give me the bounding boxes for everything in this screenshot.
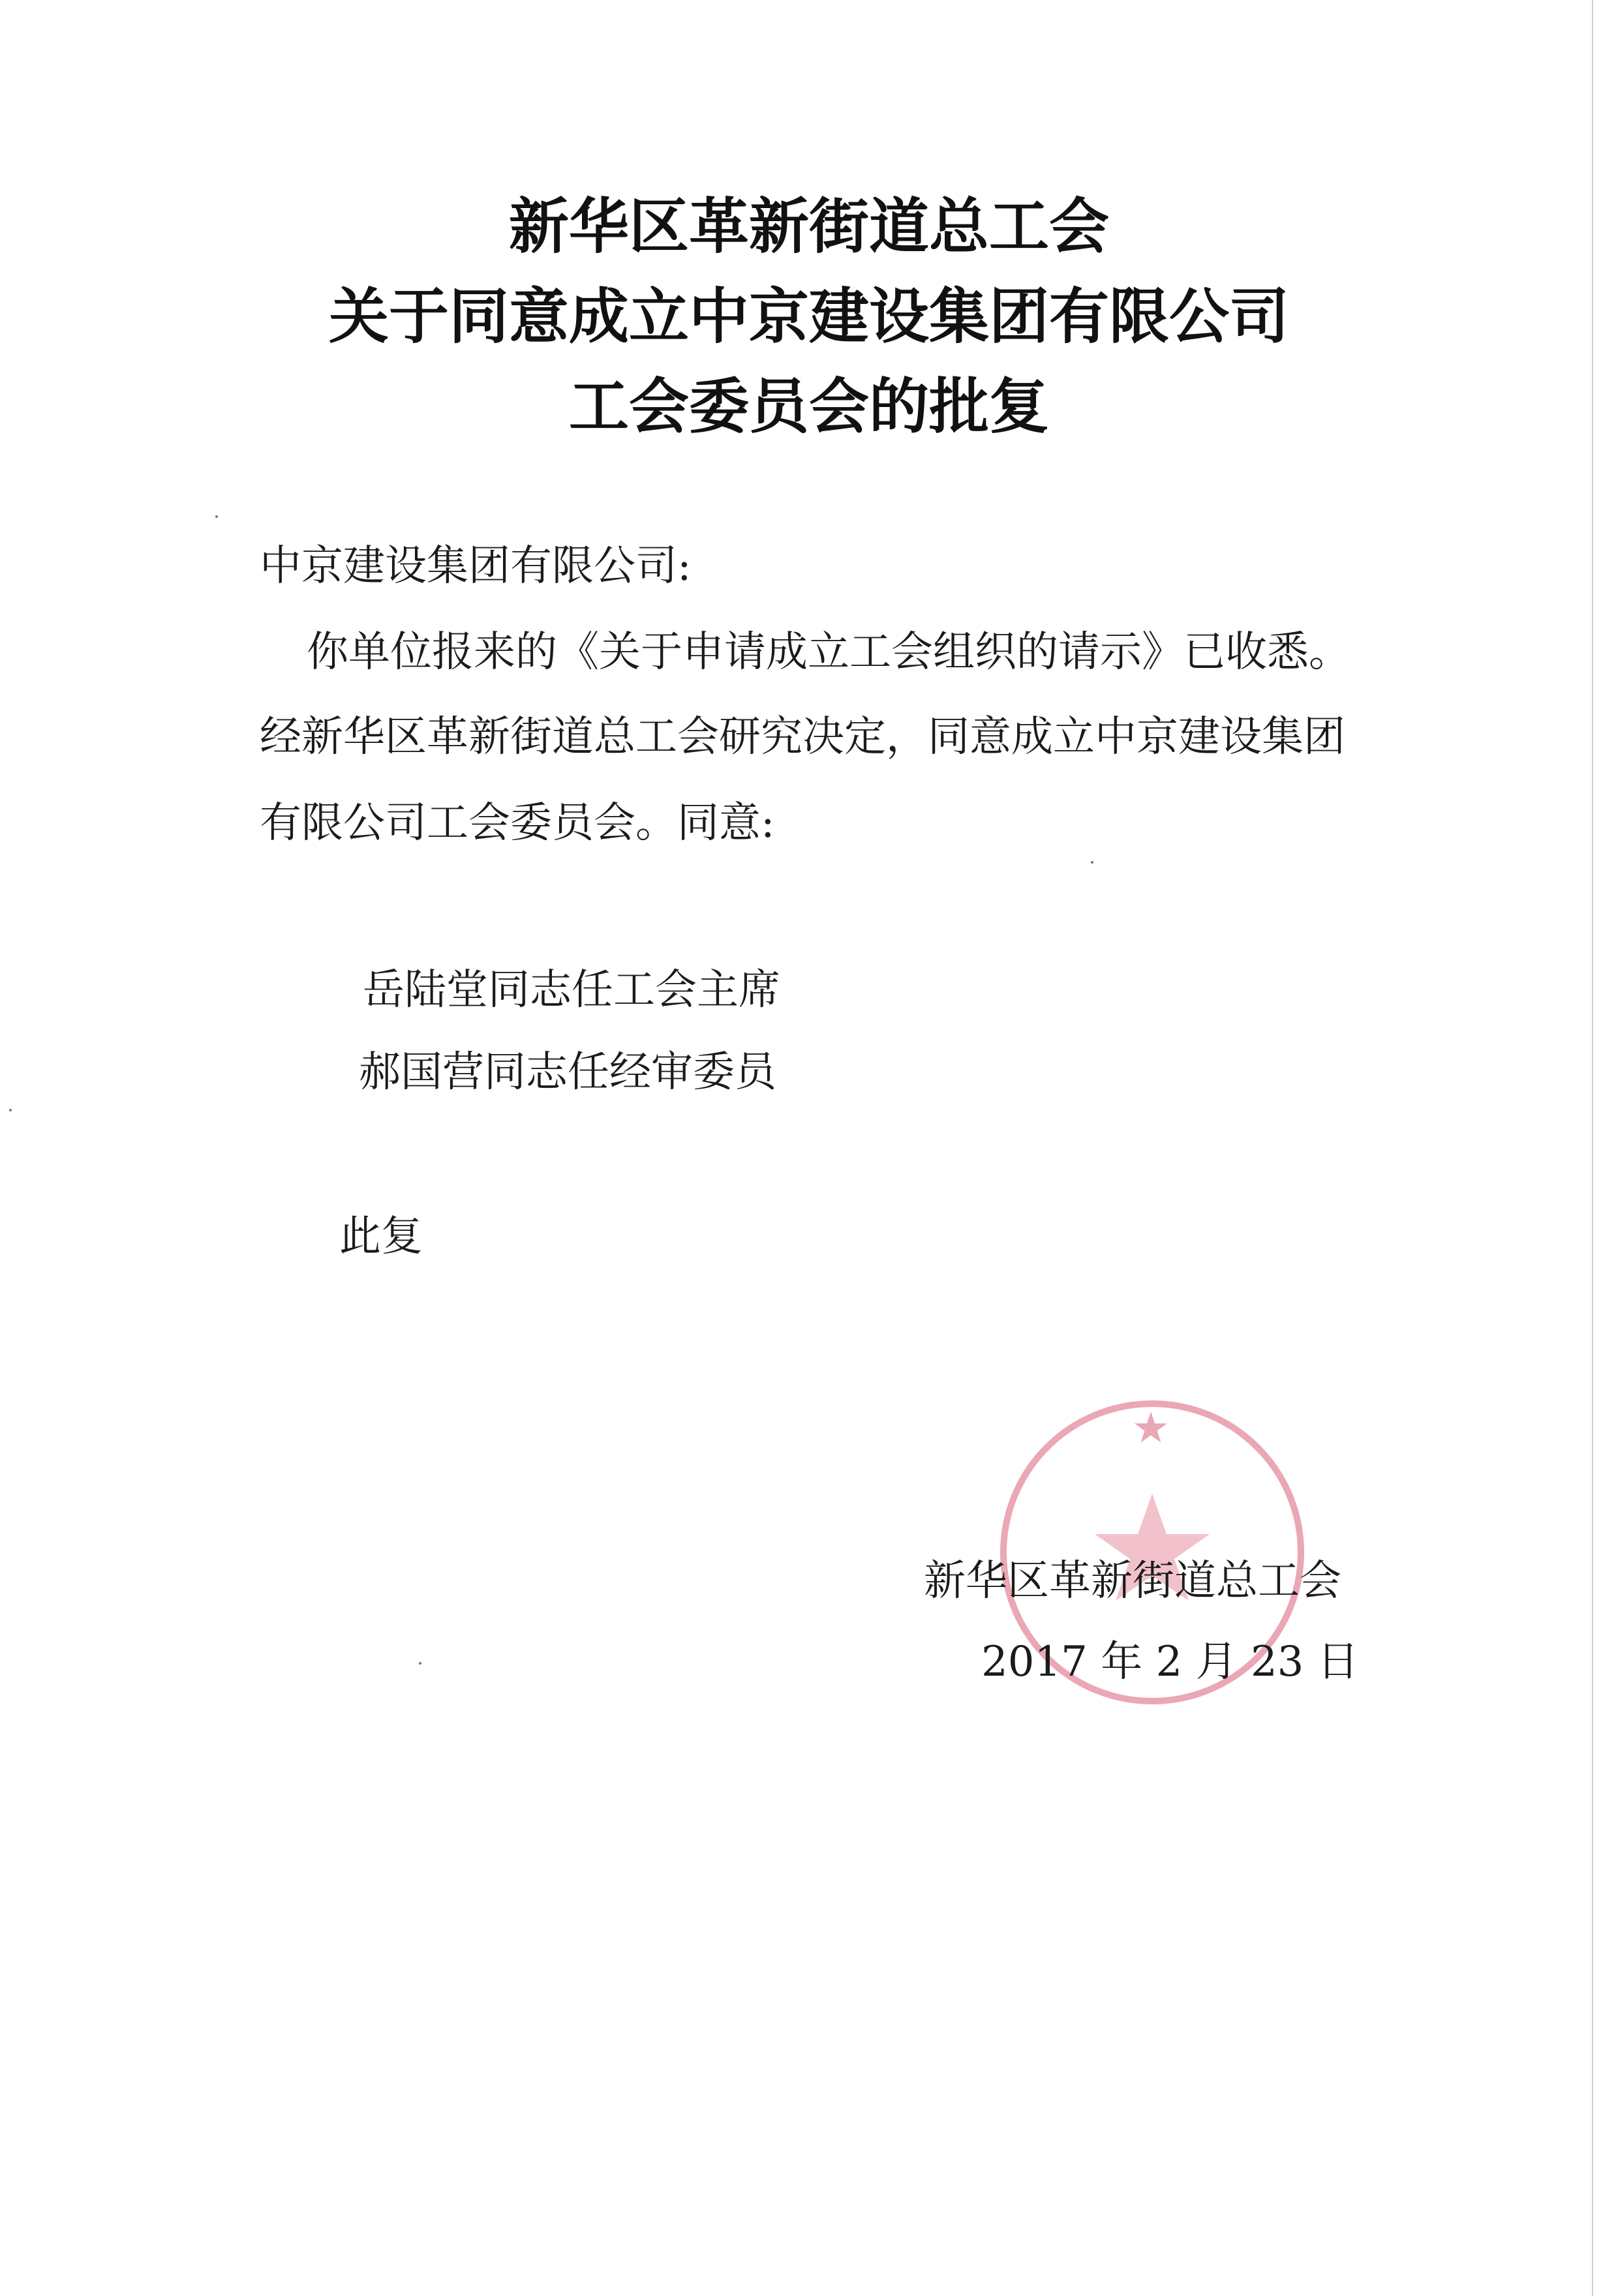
appointment-item: 岳陆堂同志任工会主席	[363, 966, 780, 1014]
salutation: 中京建设集团有限公司:	[260, 542, 692, 590]
title-line-1: 新华区革新街道总工会	[508, 192, 1109, 262]
signing-date: 2017 年 2 月 23 日	[981, 1638, 1359, 1686]
scan-speck	[9, 1109, 12, 1111]
appointment-item: 郝国营同志任经审委员	[359, 1048, 776, 1096]
title-line-2: 关于同意成立中京建设集团有限公司	[328, 282, 1289, 352]
scan-speck	[215, 515, 218, 518]
body-line-2: 经新华区革新街道总工会研究决定，同意成立中京建设集团	[260, 713, 1345, 761]
signing-organization: 新华区革新街道总工会	[924, 1557, 1341, 1605]
closing-remark: 此复	[339, 1213, 423, 1261]
body-line-1: 你单位报来的《关于申请成立工会组织的请示》已收悉。	[307, 628, 1351, 676]
body-line-3: 有限公司工会委员会。同意:	[260, 799, 775, 847]
scan-speck	[1091, 861, 1093, 864]
svg-text:★: ★	[1134, 1406, 1170, 1451]
title-line-3: 工会委员会的批复	[568, 372, 1049, 442]
scan-speck	[419, 1662, 421, 1665]
